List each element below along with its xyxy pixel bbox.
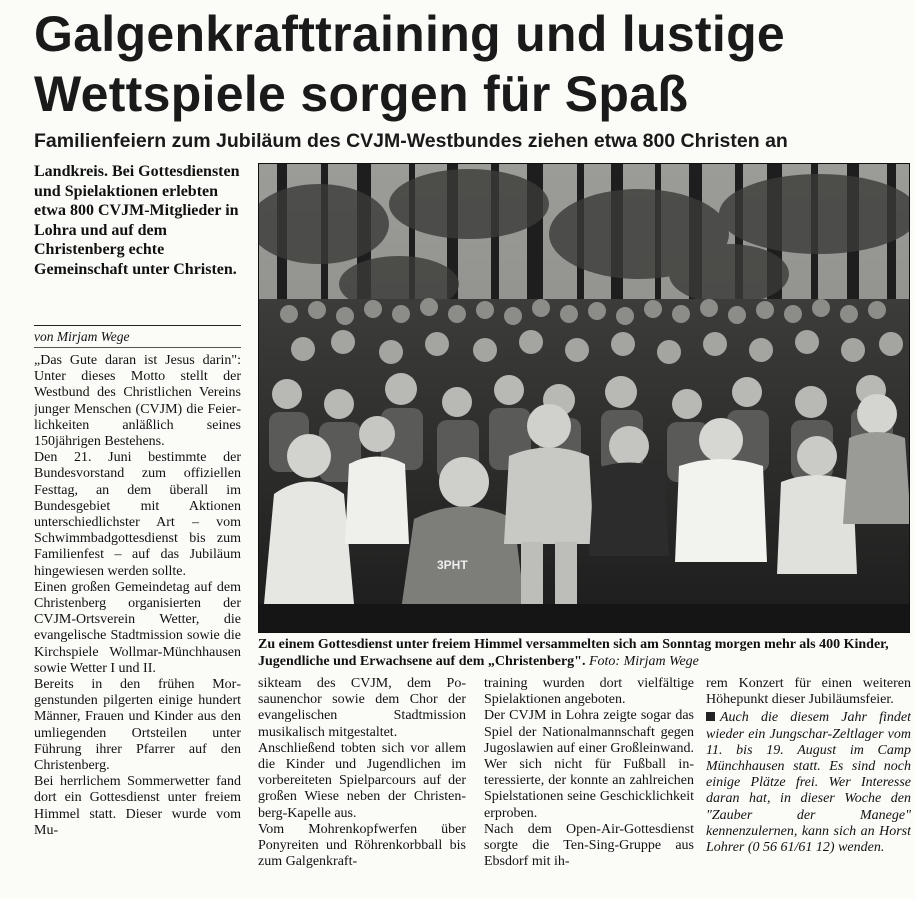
paragraph: sikteam des CVJM, dem Posaunenchor sowie dem Chor der evangelischen Stadtmission musikalisch mitgestaltet. [258, 676, 466, 740]
shirt-print: 3PHT [437, 558, 468, 572]
article-headline [34, 4, 904, 124]
text-column-2 [258, 676, 466, 899]
byline-rule-bottom [34, 347, 241, 348]
text-column-1 [34, 353, 241, 899]
crowd-photo [258, 163, 910, 633]
article-byline: von Mirjam Wege [34, 329, 130, 344]
square-bullet-icon [706, 712, 715, 721]
paragraph: Vom Mohrenkopfwerfen über Ponyreiten und Röhrenkorbball bis zum Galgenkraft- [258, 821, 466, 870]
photo-caption [258, 636, 912, 670]
info-note [706, 710, 911, 856]
paragraph: Der CVJM in Lohra zeigte sogar das Spiel der Nationalmannschaft gegen Jugoslawien auf einer Großleinwand. Wer sich nicht für Fußball interessierte, der konnte an zahlreichen Spielstationen seine Geschicklichkeit erproben. [484, 708, 694, 821]
article-subheadline: Familienfeiern zum Jubiläum des CVJM-Westbundes ziehen etwa 800 Christen an [34, 130, 788, 152]
paragraph: training wurden dort vielfältige Spielaktionen angeboten. [484, 676, 694, 708]
byline-rule-top [34, 325, 241, 326]
paragraph: Bereits in den frühen Morgenstunden pilgerten einige hundert Männer, Frauen und Kinder aus den umliegenden Ortsteilen unter Führung ihrer Pfarrer auf den Christenberg. [34, 677, 241, 774]
paragraph: Bei herrlichem Sommerwetter fand dort ein Gottesdienst unter freiem Himmel statt. Dieser wurde vom Mu- [34, 774, 241, 838]
paragraph: „Das Gute daran ist Jesus darin": Unter dieses Motto stellt der Westbund des Christlichen Vereins junger Menschen (CVJM) die Feierlichkeiten anläßlich seines 150jährigen Bestehens. [34, 353, 241, 450]
paragraph: Nach dem Open-Air-Gottesdienst sorgte die Ten-Sing-Gruppe aus Ebsdorf mit ih- [484, 821, 694, 870]
article-lead: Landkreis. Bei Gottesdiensten und Spielaktionen erlebten etwa 800 CVJM-Mitglieder in Lohra und auf dem Christenberg echte Gemeinschaft unter Christen. [34, 163, 240, 278]
paragraph: Einen großen Gemeindetag auf dem Christenberg organisierten der CVJM-Ortsverein Wetter, die evangelische Stadtmission sowie die Kirchspiele Wollmar-Münchhausen sowie Wetter I und II. [34, 579, 241, 676]
headline-line-1: Galgenkrafttraining und lustige [34, 6, 786, 62]
photo-credit: Foto: Mirjam Wege [588, 654, 699, 669]
photo-illustration [259, 164, 910, 633]
paragraph: rem Konzert für einen weiteren Höhepunkt dieser Jubiläumsfeier. [706, 676, 911, 708]
paragraph: Anschließend tobten sich vor allem die Kinder und Jugendlichen im vorbereiteten Spielparcours auf der großen Wiese neben der Christenberg-Kapelle aus. [258, 740, 466, 821]
note-text: Auch die diesem Jahr findet wieder ein Jungschar-Zeltlager vom 11. bis 19. August im Camp Münchhausen statt. Es sind noch einige Plätze frei. Wer Interesse daran hat, in dieser Woche den "Zauber der Manege" kennenzulernen, kann sich an Horst Lohrer (0 56 61/61 12) wenden. [706, 710, 911, 856]
headline-line-2: Wettspiele sorgen für Spaß [34, 66, 689, 122]
caption-text: Zu einem Gottesdienst unter freiem Himmel versammelten sich am Sonntag morgen mehr als 400 Kinder, Jugendliche und Erwachsene auf dem „Christenberg". [258, 637, 889, 669]
text-column-3 [484, 676, 694, 899]
paragraph: Den 21. Juni bestimmte der Bundesvorstand zum offiziellen Festtag, an dem überall im Bundesgebiet mit Aktionen unterschiedlichster Art – vom Schwimmbadgottesdienst bis zum Familienfest – auf das Jubiläum hingewiesen werden sollte. [34, 450, 241, 579]
text-column-4 [706, 676, 911, 899]
